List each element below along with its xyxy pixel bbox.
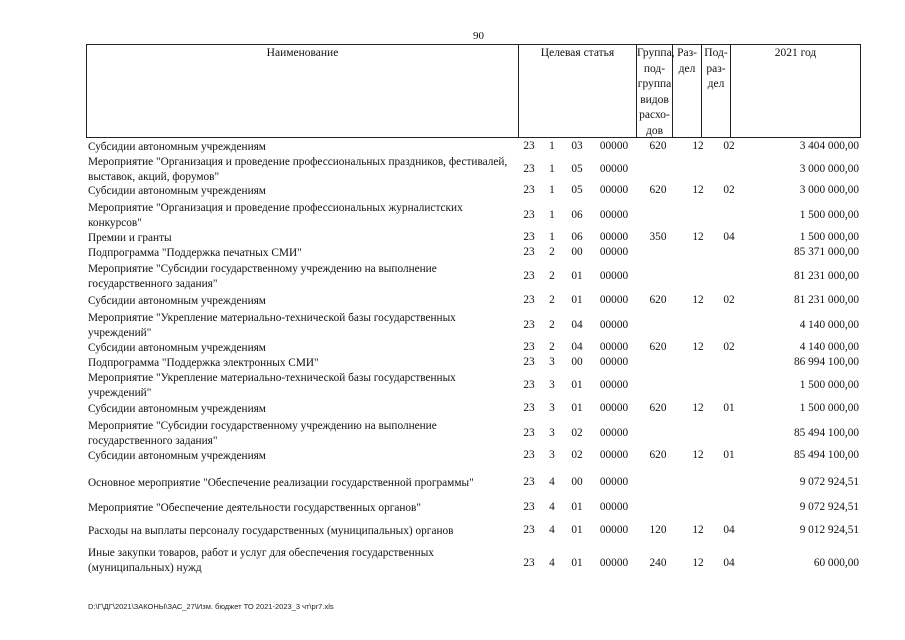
table-row [88,449,863,463]
table-row [88,341,863,355]
target-event-code: 05 [571,184,583,196]
target-event-code: 03 [571,140,583,152]
target-event-code: 01 [571,269,583,282]
target-direction-code: 00000 [599,184,629,196]
row-amount: 9 012 924,51 [799,524,859,536]
section-code: 12 [692,341,704,353]
target-direction-code: 00000 [599,269,629,282]
subsection-code: 02 [723,341,735,353]
table-header [86,44,861,138]
target-subprogram-code: 2 [549,269,555,282]
subsection-code: 04 [723,524,735,536]
target-program-code: 23 [523,140,535,152]
row-name: Субсидии автономным учреждениям [88,342,266,354]
row-name: Мероприятие "Организация и проведение профессиональных праздников, фестивалей, выставок, акций, форумов" [88,156,508,183]
target-subprogram-code: 4 [549,557,555,569]
table-row [88,546,863,582]
target-subprogram-code: 2 [549,318,555,331]
expense-group-code: 350 [649,231,667,243]
target-subprogram-code: 1 [549,231,555,243]
target-direction-code: 00000 [599,524,629,536]
target-direction-code: 00000 [599,356,629,368]
expense-group-code: 620 [649,184,667,196]
page-number: 90 [473,30,484,42]
target-subprogram-code: 3 [549,356,555,368]
target-subprogram-code: 1 [549,208,555,221]
table-row [88,498,863,518]
target-direction-code: 00000 [599,501,629,513]
target-program-code: 23 [523,184,535,196]
target-program-code: 23 [523,341,535,353]
row-amount: 3 404 000,00 [799,140,859,152]
section-code: 12 [692,140,704,152]
target-program-code: 23 [523,476,535,488]
target-program-code: 23 [523,378,535,391]
row-amount: 85 494 100,00 [794,449,859,461]
subsection-code: 04 [723,231,735,243]
header-target-article: Целевая статья [519,45,637,137]
table-row [88,231,863,245]
target-program-code: 23 [523,501,535,513]
expense-group-code: 620 [649,140,667,152]
expense-group-code: 120 [649,524,667,536]
row-amount: 3 000 000,00 [799,184,859,196]
target-program-code: 23 [523,318,535,331]
expense-group-code: 240 [649,557,667,569]
subsection-code: 02 [723,140,735,152]
row-name: Подпрограмма "Поддержка печатных СМИ" [88,247,302,259]
row-amount: 3 000 000,00 [799,162,859,175]
row-amount: 60 000,00 [813,557,859,569]
subsection-code: 04 [723,557,735,569]
row-name: Субсидии автономным учреждениям [88,141,266,153]
target-direction-code: 00000 [599,140,629,152]
section-code: 12 [692,524,704,536]
row-name: Субсидии автономным учреждениям [88,403,266,415]
target-program-code: 23 [523,426,535,439]
row-name: Расходы на выплаты персоналу государственных (муниципальных) органов [88,525,454,537]
table-row [88,402,863,416]
row-amount: 85 371 000,00 [794,246,859,258]
target-program-code: 23 [523,557,535,569]
target-program-code: 23 [523,356,535,368]
header-section: Раз- дел [673,45,702,137]
target-program-code: 23 [523,208,535,221]
target-subprogram-code: 4 [549,476,555,488]
target-direction-code: 00000 [599,246,629,258]
target-subprogram-code: 3 [549,378,555,391]
target-event-code: 01 [571,557,583,569]
row-name: Субсидии автономным учреждениям [88,450,266,462]
subsection-code: 01 [723,449,735,461]
target-subprogram-code: 4 [549,524,555,536]
target-direction-code: 00000 [599,378,629,391]
target-event-code: 04 [571,318,583,331]
table-row [88,140,863,154]
expense-group-code: 620 [649,449,667,461]
table-row [88,201,863,230]
target-subprogram-code: 2 [549,341,555,353]
expense-group-code: 620 [649,402,667,414]
row-name: Мероприятие "Субсидии государственному учреждению на выполнение государственного задания" [88,420,437,447]
target-event-code: 01 [571,524,583,536]
row-name: Мероприятие "Организация и проведение профессиональных журналистских конкурсов" [88,202,463,229]
target-subprogram-code: 1 [549,140,555,152]
target-event-code: 02 [571,449,583,461]
subsection-code: 02 [723,294,735,306]
header-name: Наименование [87,45,519,137]
section-code: 12 [692,231,704,243]
row-name: Подпрограмма "Поддержка электронных СМИ" [88,357,319,369]
target-direction-code: 00000 [599,557,629,569]
table-row [88,356,863,370]
target-direction-code: 00000 [599,476,629,488]
subsection-code: 02 [723,184,735,196]
target-subprogram-code: 3 [549,402,555,414]
target-program-code: 23 [523,294,535,306]
target-event-code: 00 [571,356,583,368]
row-amount: 81 231 000,00 [794,294,859,306]
expense-group-code: 620 [649,294,667,306]
target-subprogram-code: 1 [549,184,555,196]
target-program-code: 23 [523,246,535,258]
table-row [88,419,863,448]
row-name: Премии и гранты [88,232,172,244]
header-year: 2021 год [774,47,817,59]
section-code: 12 [692,294,704,306]
target-subprogram-code: 1 [549,162,555,175]
target-event-code: 06 [571,208,583,221]
target-event-code: 06 [571,231,583,243]
target-event-code: 01 [571,501,583,513]
target-event-code: 01 [571,294,583,306]
table-row [88,262,863,291]
row-amount: 85 494 100,00 [794,426,859,439]
row-name: Мероприятие "Укрепление материально-технической базы государственных учреждений" [88,312,456,339]
target-subprogram-code: 2 [549,246,555,258]
row-amount: 4 140 000,00 [799,318,859,331]
table-row [88,184,863,198]
file-path-footer: D:\Г\ДГ\2021\ЗАКОНЫ\ЗАС_27\Изм. бюджет ТО 2021-2023_3 чт\pr7.xls [88,602,334,611]
row-name: Мероприятие "Субсидии государственному учреждению на выполнение государственного задания" [88,263,437,290]
target-direction-code: 00000 [599,208,629,221]
section-code: 12 [692,402,704,414]
target-event-code: 00 [571,476,583,488]
subsection-code: 01 [723,402,735,414]
target-event-code: 00 [571,246,583,258]
row-amount: 4 140 000,00 [799,341,859,353]
row-amount: 9 072 924,51 [799,501,859,513]
section-code: 12 [692,449,704,461]
row-amount: 81 231 000,00 [794,269,859,282]
row-name: Иные закупки товаров, работ и услуг для обеспечения государственных (муниципальных) нужд [88,547,434,574]
table-row [88,246,863,260]
header-expense-group: Группа, под- группа видов расхо- дов [637,47,675,137]
target-event-code: 05 [571,162,583,175]
target-direction-code: 00000 [599,341,629,353]
target-subprogram-code: 3 [549,449,555,461]
table-row [88,521,863,541]
target-event-code: 02 [571,426,583,439]
row-amount: 1 500 000,00 [799,378,859,391]
section-code: 12 [692,184,704,196]
target-event-code: 01 [571,378,583,391]
table-row [88,473,863,493]
target-subprogram-code: 4 [549,501,555,513]
target-event-code: 01 [571,402,583,414]
expense-group-code: 620 [649,341,667,353]
target-subprogram-code: 3 [549,426,555,439]
row-amount: 1 500 000,00 [799,208,859,221]
target-program-code: 23 [523,449,535,461]
target-event-code: 04 [571,341,583,353]
target-direction-code: 00000 [599,426,629,439]
target-direction-code: 00000 [599,294,629,306]
target-program-code: 23 [523,524,535,536]
row-amount: 9 072 924,51 [799,476,859,488]
row-name: Субсидии автономным учреждениям [88,295,266,307]
table-row [88,155,863,184]
target-program-code: 23 [523,402,535,414]
row-amount: 86 994 100,00 [794,356,859,368]
header-subsection: Под- раз- дел [702,45,731,137]
row-name: Мероприятие "Обеспечение деятельности государственных органов" [88,502,422,514]
row-name: Субсидии автономным учреждениям [88,185,266,197]
row-name: Мероприятие "Укрепление материально-технической базы государственных учреждений" [88,372,456,399]
table-row [88,311,863,340]
target-subprogram-code: 2 [549,294,555,306]
target-program-code: 23 [523,231,535,243]
target-direction-code: 00000 [599,318,629,331]
target-direction-code: 00000 [599,231,629,243]
table-row [88,294,863,308]
row-amount: 1 500 000,00 [799,402,859,414]
row-amount: 1 500 000,00 [799,231,859,243]
table-row [88,371,863,400]
target-direction-code: 00000 [599,162,629,175]
target-program-code: 23 [523,162,535,175]
row-name: Основное мероприятие "Обеспечение реализации государственной программы" [88,477,474,489]
target-direction-code: 00000 [599,402,629,414]
target-direction-code: 00000 [599,449,629,461]
section-code: 12 [692,557,704,569]
target-program-code: 23 [523,269,535,282]
